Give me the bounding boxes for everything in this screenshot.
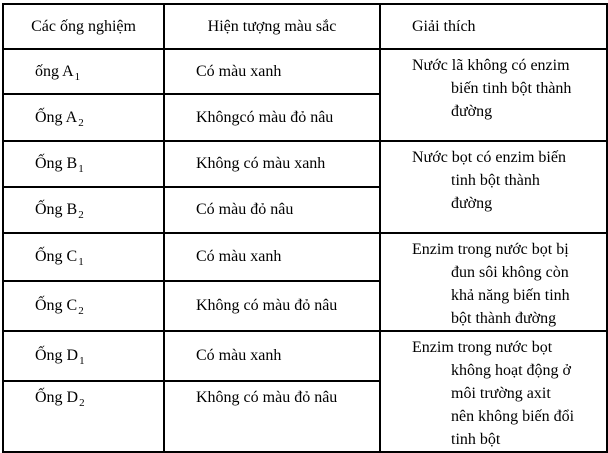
table-row — [3, 49, 607, 94]
tube-cell-d1 — [3, 331, 164, 381]
explanation-line: đun sôi không còn — [451, 264, 569, 281]
table-row — [3, 233, 607, 281]
explanation-line: tinh bột — [451, 431, 501, 448]
tube-subscript: 1 — [78, 256, 84, 269]
phenomenon-cell-d1: Có màu xanh — [164, 331, 380, 381]
tube-cell-b2 — [3, 187, 164, 233]
tube-subscript: 1 — [74, 70, 81, 83]
header-cell-tubes: Các ống nghiệm — [3, 4, 164, 49]
tube-cell-b1 — [3, 141, 164, 187]
tube-cell-c1 — [3, 233, 164, 281]
tube-subscript: 1 — [78, 163, 84, 176]
explanation-cell-d — [380, 331, 607, 452]
tube-cell-a2 — [3, 94, 164, 141]
phenomenon-cell-b2: Có màu đỏ nâu — [164, 187, 380, 233]
tube-subscript: 2 — [78, 116, 84, 129]
explanation-cell-b — [380, 141, 607, 233]
explanation-line: đường — [451, 103, 493, 120]
phenomenon-cell-b1: Không có màu xanh — [164, 141, 380, 187]
explanation-cell-c — [380, 233, 607, 331]
header-cell-explanation: Giải thích — [380, 4, 607, 49]
explanation-line: Enzim trong nước bọt bị — [412, 241, 569, 258]
tube-label: Ống D — [35, 346, 79, 364]
tube-label: ống A — [35, 62, 74, 80]
explanation-cell-a — [380, 49, 607, 141]
experiment-results-table — [2, 3, 608, 453]
phenomenon-cell-a2: Khôngcó màu đỏ nâu — [164, 94, 380, 141]
phenomenon-cell-c1: Có màu xanh — [164, 233, 380, 281]
explanation-line: môi trường axit — [451, 385, 551, 402]
explanation-line: nên không biến đổi — [451, 408, 575, 425]
tube-subscript: 2 — [78, 305, 84, 318]
tube-label: Ống D — [35, 388, 79, 406]
tube-cell-a1 — [3, 49, 164, 94]
table-row — [3, 331, 607, 381]
phenomenon-cell-c2: Không có màu đỏ nâu — [164, 281, 380, 331]
tube-label: Ống B — [35, 155, 78, 172]
header-row — [3, 4, 607, 49]
phenomenon-cell-d2: Không có màu đỏ nâu — [164, 381, 380, 453]
explanation-line: khả năng biến tinh — [451, 287, 570, 304]
explanation-line: đường — [451, 195, 493, 212]
table-row — [3, 141, 607, 187]
tube-label: Ống C — [35, 248, 78, 266]
tube-label: Ống B — [35, 201, 78, 218]
explanation-line: Enzim trong nước bọt — [412, 339, 553, 356]
tube-cell-c2 — [3, 281, 164, 331]
phenomenon-cell-a1: Có màu xanh — [164, 49, 380, 94]
tube-subscript: 1 — [79, 354, 85, 367]
tube-subscript: 2 — [78, 209, 84, 222]
explanation-line: Nước bọt có enzim biến — [412, 149, 566, 166]
tube-subscript: 2 — [79, 396, 85, 409]
explanation-line: tinh bột thành — [451, 172, 540, 189]
tube-label: Ống A — [35, 108, 78, 126]
explanation-line: bột thành đường — [451, 310, 557, 327]
explanation-line: Nước lã không có enzim — [412, 57, 570, 74]
explanation-line: không hoạt động ở — [451, 362, 572, 379]
explanation-line: biến tinh bột thành — [451, 80, 572, 97]
header-cell-phenomenon: Hiện tượng màu sắc — [164, 4, 380, 49]
tube-cell-d2 — [3, 381, 164, 453]
tube-label: Ống C — [35, 297, 78, 315]
